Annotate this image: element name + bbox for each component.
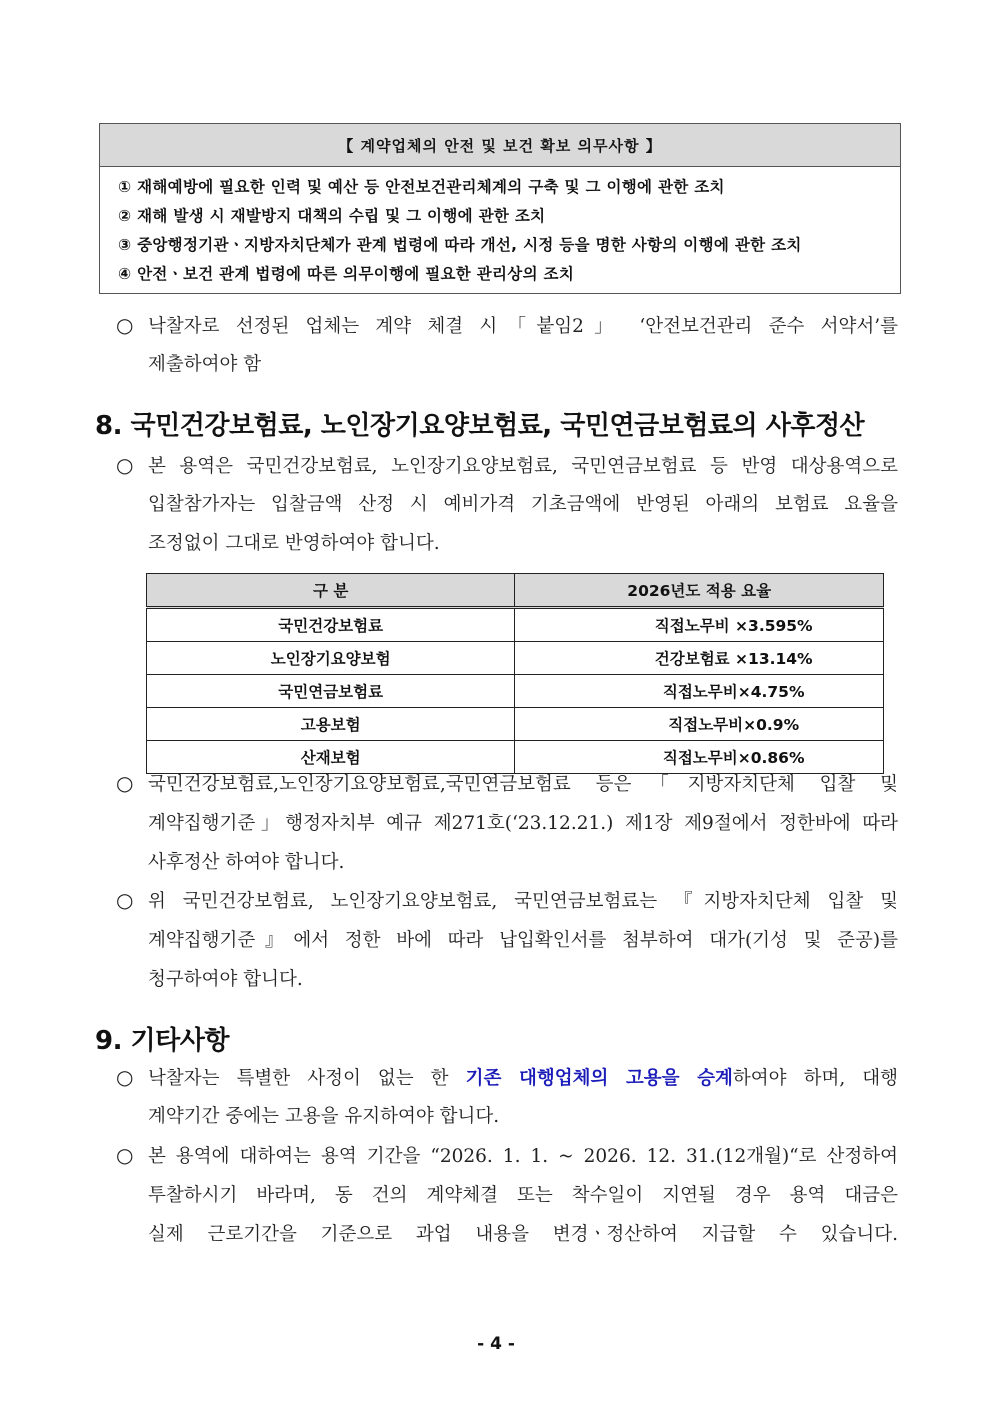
table-row: [147, 708, 884, 741]
insurance-rate-table: [146, 573, 884, 774]
table-cell-category: 노인장기요양보험: [147, 642, 515, 675]
paragraph-line: 계약기간 중에는 고용을 유지하여야 합니다.: [148, 1106, 500, 1127]
paragraph-line: [148, 1065, 898, 1105]
paragraph-line: 투찰하시기 바라며, 동 건의 계약체결 또는 착수일이 지연될 경우 용역 대금은: [148, 1185, 898, 1206]
table-header-row: [147, 574, 884, 608]
bullet-circle: ○: [116, 888, 134, 912]
bullet-circle: ○: [116, 313, 134, 337]
paragraph-line: 본 용역은 국민건강보험료, 노인장기요양보험료, 국민연금보험료 등 반영 대상용역으로: [148, 456, 898, 477]
table-row: [147, 741, 884, 774]
paragraph-line: 실제 근로기간을 기준으로 과업 내용을 변경ㆍ정산하여 지급할 수 있습니다.: [148, 1224, 898, 1245]
duty-list: [100, 167, 900, 289]
section-8-heading: 8. 국민건강보험료, 노인장기요양보험료, 국민연금보험료의 사후정산: [95, 411, 865, 441]
table-cell-rate: 직접노무비×4.75%: [515, 675, 884, 708]
table-cell-rate: 직접노무비×0.86%: [515, 741, 884, 774]
column-header-category: 구 분: [147, 574, 515, 608]
page-number: - 4 -: [477, 1334, 515, 1354]
highlighted-text: 기존 대행업체의 고용을 승계: [465, 1068, 733, 1089]
safety-duty-box: [99, 123, 901, 294]
paragraph-line: 조정없이 그대로 반영하여야 합니다.: [148, 533, 440, 554]
table-cell-category: 산재보험: [147, 741, 515, 774]
duty-item: ④ 안전ㆍ보건 관계 법령에 따른 의무이행에 필요한 관리상의 조치: [118, 265, 575, 283]
bullet-circle: ○: [116, 771, 134, 795]
table-cell-rate: 직접노무비×0.9%: [515, 708, 884, 741]
post-settlement-paragraph: [116, 771, 898, 891]
paragraph-line: 낙찰자로 선정된 업체는 계약 체결 시「붙임2」 ‘안전보건관리 준수 서약서’를: [148, 316, 898, 337]
bullet-circle: ○: [116, 1143, 134, 1167]
paragraph-line: 입찰참가자는 입찰금액 산정 시 예비가격 기초금액에 반영된 아래의 보험료 요율을: [148, 494, 898, 515]
paragraph-line: 계약집행기준』에서 정한 바에 따라 납입확인서를 첨부하여 대가(기성 및 준공)를: [148, 930, 898, 951]
submit-pledge-paragraph: [116, 313, 898, 393]
table-row: [147, 642, 884, 675]
paragraph-line: 청구하여야 합니다.: [148, 969, 303, 990]
service-period-paragraph: [116, 1143, 898, 1263]
table-cell-category: 고용보험: [147, 708, 515, 741]
duty-item: ① 재해예방에 필요한 인력 및 예산 등 안전보건관리체계의 구축 및 그 이행에 관한 조치: [118, 178, 725, 196]
line-text: 낙찰자는 특별한 사정이 없는 한: [148, 1068, 466, 1089]
column-header-rate: 2026년도 적용 요율: [515, 574, 884, 608]
section-9-heading: 9. 기타사항: [95, 1026, 229, 1056]
table-cell-rate: 건강보험료 ×13.14%: [515, 642, 884, 675]
bullet-circle: ○: [116, 1065, 134, 1089]
paragraph-line: 제출하여야 함: [148, 354, 262, 375]
paragraph-line: 계약집행기준」행정자치부 예규 제271호(‘23.12.21.) 제1장 제9절에서 정한바에 따라: [148, 813, 898, 834]
employment-succession-paragraph: [116, 1065, 898, 1145]
table-row: [147, 675, 884, 708]
paragraph-line: 본 용역에 대하여는 용역 기간을 “2026. 1. 1. ~ 2026. 12. 31.(12개월)“로 산정하여: [148, 1146, 898, 1167]
line-text: 하여야 하며, 대행: [732, 1068, 898, 1089]
table-cell-category: 국민연금보험료: [147, 675, 515, 708]
table-cell-rate: 직접노무비 ×3.595%: [515, 608, 884, 642]
payment-claim-paragraph: [116, 888, 898, 1008]
bullet-circle: ○: [116, 453, 134, 477]
insurance-rate-paragraph: [116, 453, 898, 573]
duty-box-title: 【 계약업체의 안전 및 보건 확보 의무사항 】: [100, 124, 900, 167]
table-cell-category: 국민건강보험료: [147, 608, 515, 642]
duty-item: ③ 중앙행정기관ㆍ지방자치단체가 관계 법령에 따라 개선, 시정 등을 명한 사항의 이행에 관한 조치: [118, 236, 802, 254]
duty-item: ② 재해 발생 시 재발방지 대책의 수립 및 그 이행에 관한 조치: [118, 207, 546, 225]
paragraph-line: 사후정산 하여야 합니다.: [148, 852, 345, 873]
paragraph-line: 국민건강보험료,노인장기요양보험료,국민연금보험료 등은「지방자치단체 입찰 및: [148, 774, 898, 795]
table-row: [147, 608, 884, 642]
paragraph-line: 위 국민건강보험료, 노인장기요양보험료, 국민연금보험료는 『지방자치단체 입찰 및: [148, 891, 898, 912]
